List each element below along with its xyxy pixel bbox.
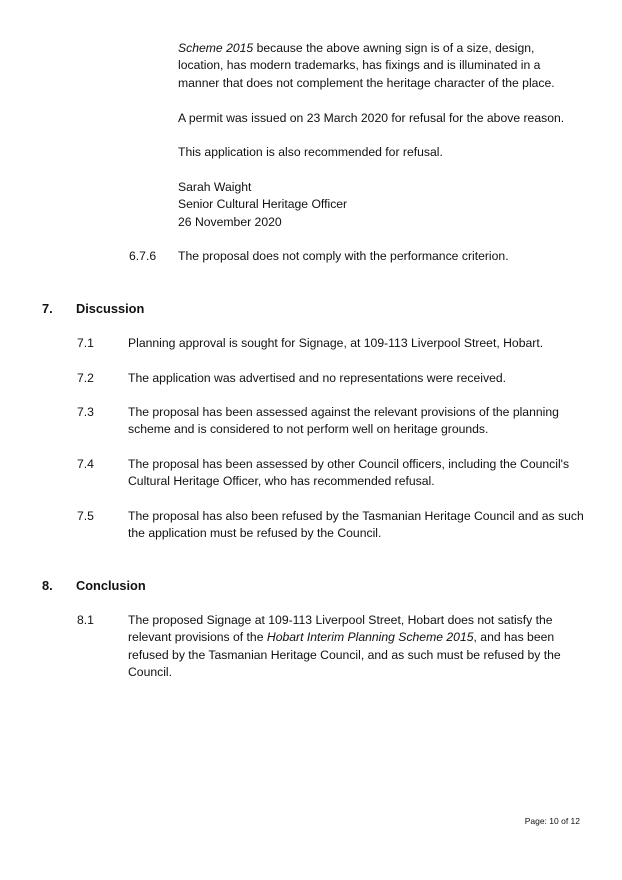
scheme-italic-ref: Scheme 2015 xyxy=(178,41,254,55)
item-number-6-7-6: 6.7.6 xyxy=(129,249,157,263)
permit-paragraph: A permit was issued on 23 March 2020 for refusal for the above reason. xyxy=(178,111,565,125)
conclusion-text-after: , and has been refused by the Tasmanian Heritage Council, and as such must be refused by the Council. xyxy=(128,630,561,679)
item-text-8-1 xyxy=(128,612,588,681)
conclusion-text-before: The proposed Signage at 109-113 Liverpool Street, Hobart does not satisfy the relevant provisions of the xyxy=(128,613,553,645)
recommendation-paragraph: This application is also recommended for refusal. xyxy=(178,145,443,159)
signatory-title: Senior Cultural Heritage Officer xyxy=(178,197,348,212)
item-text-7-3: The proposal has been assessed against the relevant provisions of the planning scheme and is considered to not perform well on heritage grounds. xyxy=(128,405,559,437)
planning-scheme-italic-ref: Hobart Interim Planning Scheme 2015 xyxy=(266,630,474,645)
discussion-heading-number: 7. xyxy=(42,301,53,316)
item-text-6-7-6: The proposal does not comply with the performance criterion. xyxy=(178,249,509,263)
item-number-7-1: 7.1 xyxy=(77,336,94,350)
item-text-7-4: The proposal has been assessed by other Council officers, including the Council's Cultural Heritage Officer, who has recommended refusal. xyxy=(128,457,570,489)
page-number-footer: Page: 10 of 12 xyxy=(524,816,580,826)
item-number-8-1: 8.1 xyxy=(77,613,94,627)
conclusion-heading-number: 8. xyxy=(42,578,53,593)
item-number-7-3: 7.3 xyxy=(77,405,94,419)
signatory-name: Sarah Waight xyxy=(178,180,252,194)
signature-date: 26 November 2020 xyxy=(178,214,282,229)
signature-block xyxy=(178,179,578,231)
item-text-7-2: The application was advertised and no representations were received. xyxy=(128,371,507,385)
item-text-7-5: The proposal has also been refused by the Tasmanian Heritage Council and as such the application must be refused by the Council. xyxy=(128,509,584,541)
item-number-7-2: 7.2 xyxy=(77,371,94,385)
discussion-heading: Discussion xyxy=(76,301,145,316)
item-number-7-4: 7.4 xyxy=(77,457,94,471)
heritage-continuation-paragraph xyxy=(178,40,578,92)
item-text-7-1: Planning approval is sought for Signage, at 109-113 Liverpool Street, Hobart. xyxy=(128,336,544,350)
conclusion-heading: Conclusion xyxy=(76,578,146,593)
continuation-text: because the above awning sign is of a size, design, location, has modern trademarks, has fixings and is illuminated in a manner that does not complement the heritage character of the place. xyxy=(178,41,555,90)
item-number-7-5: 7.5 xyxy=(77,509,94,523)
